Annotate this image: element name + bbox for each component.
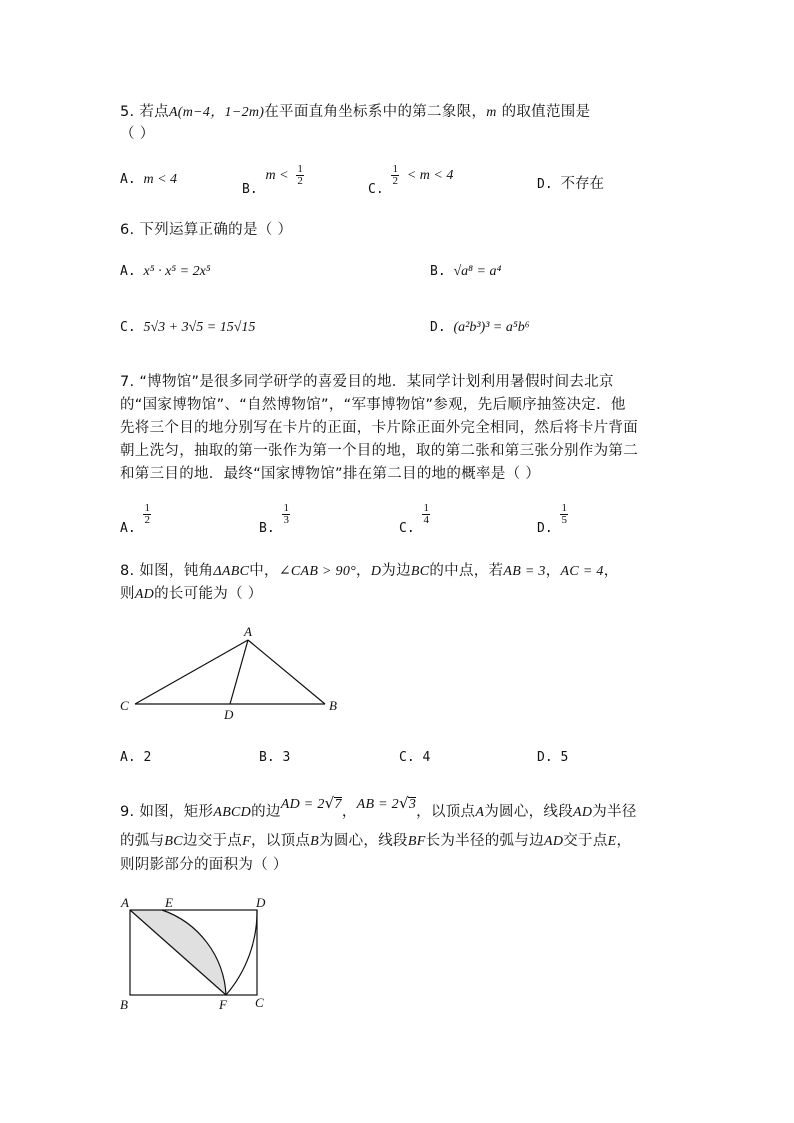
q8-stem-line-1: 8. 如图，钝角ΔABC中，∠CAB > 90°，D为边BC的中点，若AB = 3，AC = 4， — [120, 563, 619, 579]
q7-line-2: 的“国家博物馆”、“自然博物馆”，“军事博物馆”参观，先后顺序抽签决定．他 — [120, 397, 626, 413]
q9-arc-df — [226, 910, 257, 995]
q5-var: m — [486, 105, 497, 120]
q8-side-ca — [135, 640, 248, 704]
q8-label-c: C — [120, 698, 129, 713]
q9-label-c: C — [255, 995, 264, 1010]
q5-stem — [120, 100, 590, 121]
q7-option-b[interactable] — [259, 502, 290, 536]
q5-tail2: 的取值范围是 — [496, 104, 591, 120]
q8-stem-line-2: 则AD的长可能为（ ） — [120, 586, 263, 602]
q8-triangle-figure — [110, 620, 350, 725]
q7-option-c[interactable] — [399, 502, 430, 536]
q5-option-b-frac: $\frac{1}{2}$ — [297, 163, 303, 187]
q8-label-b: B — [329, 698, 337, 713]
q7-option-c-frac: $\frac{1}{4}$ — [423, 502, 429, 526]
q6-option-b-expr: √a⁸ = a⁴ — [453, 264, 502, 279]
q9-label-e: E — [165, 895, 173, 910]
q8-ac: AC = 4 — [560, 564, 604, 579]
q9-stem-line-1: 9. 如图，矩形ABCD的边AD = 2√7，AB = 2√3，以顶点A为圆心，线段AD为半径 — [120, 794, 637, 820]
q5-bracket: （ ） — [120, 126, 155, 142]
q9-label-d: D — [256, 895, 266, 910]
q7-option-c-label: C. — [399, 521, 415, 536]
q9-label-b: B — [120, 997, 128, 1012]
q7-option-a[interactable] — [120, 502, 151, 536]
q6-option-a[interactable] — [120, 264, 211, 280]
q7-option-b-frac: $\frac{1}{3}$ — [283, 502, 289, 526]
q5-option-d-text: 不存在 — [560, 176, 604, 192]
q5-option-b-label: B. — [242, 182, 258, 197]
q9-stem-line-3: 则阴影部分的面积为（ ） — [120, 857, 288, 873]
q8-label-a: A — [244, 624, 252, 639]
q5-option-c-expr: < m < 4 — [406, 168, 454, 183]
q5-option-a[interactable] — [120, 172, 177, 188]
q6-option-c-label: C. — [120, 320, 136, 335]
q6-option-b[interactable] — [430, 264, 501, 280]
q5-lead: 5. 若点 — [120, 104, 169, 120]
q5-option-a-expr: m < 4 — [143, 172, 178, 187]
q8-angle: ∠CAB > 90° — [278, 564, 357, 579]
q8-option-d[interactable]: D. 5 — [537, 750, 569, 765]
q9-ab-eq: AB = 2 — [356, 797, 399, 812]
q8-triangle: ΔABC — [213, 564, 250, 579]
q6-option-c[interactable] — [120, 320, 255, 336]
q6-option-a-label: A. — [120, 264, 136, 279]
q5-option-d-label: D. — [537, 177, 553, 192]
q5-option-b-expr: m < — [265, 168, 289, 183]
q5-option-c-label: C. — [368, 182, 384, 197]
q9-rectangle-figure — [110, 890, 280, 1015]
q9-ad-eq: AD = 2 — [280, 797, 325, 812]
q7-line-3: 先将三个目的地分别写在卡片的正面，卡片除正面外完全相同，然后将卡片背面 — [120, 420, 638, 436]
q6-option-b-label: B. — [430, 264, 446, 279]
q7-line-5: 和第三目的地．最终“国家博物馆”排在第二目的地的概率是（ ） — [120, 466, 541, 482]
q5-point: A(m−4，1−2m) — [168, 105, 265, 120]
q6-option-d-expr: (a²b³)³ = a⁵b⁶ — [453, 320, 530, 335]
q7-option-a-frac: $\frac{1}{2}$ — [144, 502, 150, 526]
q7-option-d-label: D. — [537, 521, 553, 536]
q7-line-4: 朝上洗匀，抽取的第一张作为第一个目的地，取的第二张和第三张分别作为第二 — [120, 443, 638, 459]
q8-ab: AB = 3 — [503, 564, 546, 579]
q7-option-d-frac: $\frac{1}{5}$ — [561, 502, 567, 526]
q8-option-b[interactable]: B. 3 — [259, 750, 291, 765]
q8-option-a[interactable]: A. 2 — [120, 750, 152, 765]
q5-option-a-label: A. — [120, 172, 136, 187]
q9-stem-line-2: 的弧与BC边交于点F，以顶点B为圆心，线段BF长为半径的弧与边AD交于点E， — [120, 833, 632, 849]
q9-label-a: A — [121, 895, 129, 910]
q5-option-c[interactable] — [368, 163, 454, 197]
q8-label-d: D — [224, 707, 234, 722]
q5-tail: 在平面直角坐标系中的第二象限， — [264, 104, 487, 120]
q7-option-b-label: B. — [259, 521, 275, 536]
q6-option-c-expr: 5√3 + 3√5 = 15√15 — [143, 320, 256, 335]
q5-option-b[interactable] — [242, 163, 304, 197]
q8-median-ad — [230, 640, 248, 704]
q8-side-ab — [248, 640, 325, 704]
q5-option-d[interactable] — [537, 172, 604, 193]
q9-label-f: F — [219, 997, 227, 1012]
q5-option-c-frac: $\frac{1}{2}$ — [392, 163, 398, 187]
q7-option-d[interactable] — [537, 502, 568, 536]
q6-option-d-label: D. — [430, 320, 446, 335]
q7-option-a-label: A. — [120, 521, 136, 536]
q6-stem: 6. 下列运算正确的是（ ） — [120, 222, 293, 238]
q8-option-c[interactable]: C. 4 — [399, 750, 431, 765]
q7-line-1: 7. “博物馆”是很多同学研学的喜爱目的地．某同学计划利用暑假时间去北京 — [120, 374, 614, 390]
q6-option-d[interactable] — [430, 320, 530, 336]
q6-option-a-expr: x⁵ · x⁵ = 2x⁵ — [143, 264, 211, 279]
